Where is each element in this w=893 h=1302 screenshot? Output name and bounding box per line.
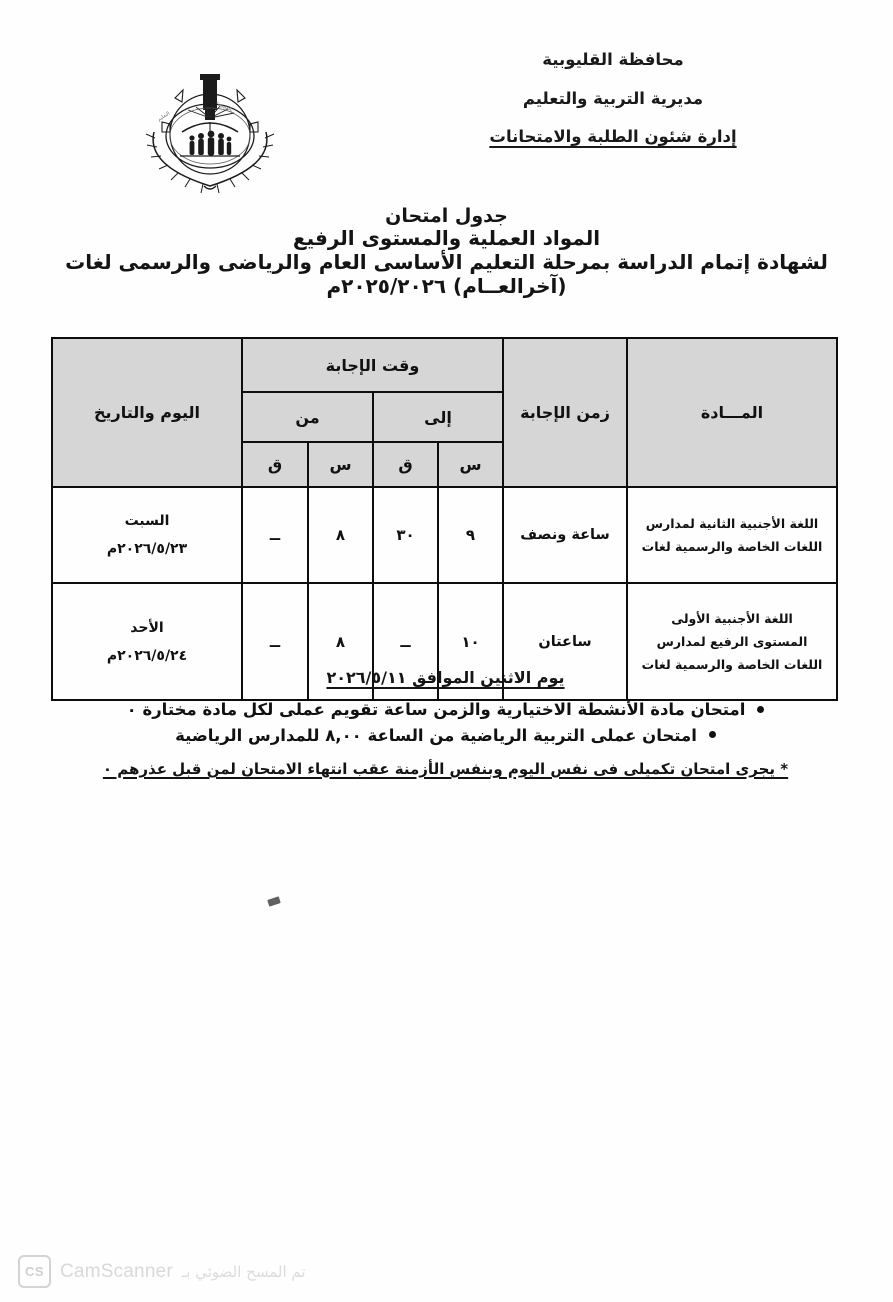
cell-duration: ساعة ونصف bbox=[503, 487, 627, 583]
svg-text:التعليم: التعليم bbox=[156, 110, 172, 123]
cell-to-hours: ٩ bbox=[438, 487, 503, 583]
subject-line: اللغات الخاصة والرسمية لغات bbox=[641, 539, 823, 554]
subject-line: اللغات الخاصة والرسمية لغات bbox=[641, 657, 823, 673]
bullet-dot-icon bbox=[709, 731, 716, 738]
cell-from-hours: ٨ bbox=[308, 583, 373, 700]
exam-schedule-table bbox=[51, 337, 838, 701]
exam-schedule-table-wrapper bbox=[53, 337, 838, 701]
header-to: إلى bbox=[373, 392, 503, 442]
title-line-2: المواد العملية والمستوى الرفيع bbox=[292, 226, 601, 251]
title-line-4: (آخرالعــام) ٢٠٢٥/٢٠٢٦م bbox=[326, 273, 567, 298]
day-label: السبت bbox=[124, 513, 170, 529]
camscanner-arabic-label: تم المسح الضوئي بـ bbox=[181, 1262, 306, 1281]
subject-line: اللغة الأجنبية الأولى bbox=[671, 610, 793, 626]
svg-text:بالقليوبية: بالقليوبية bbox=[214, 99, 234, 114]
camscanner-brand-label: CamScanner bbox=[60, 1260, 173, 1282]
notes-bullet-list bbox=[53, 697, 838, 748]
table-header bbox=[52, 338, 837, 487]
list-item bbox=[53, 723, 838, 749]
subject-line: اللغة الأجنبية الثانية لمدارس bbox=[645, 515, 819, 531]
camscanner-watermark bbox=[18, 1255, 306, 1288]
bullet-text: امتحان عملى التربية الرياضية من الساعة ٨,٠٠ للمدارس الرياضية bbox=[175, 725, 697, 745]
header-to-hours: س bbox=[438, 442, 503, 487]
list-item bbox=[53, 697, 838, 723]
cell-from-hours: ٨ bbox=[308, 487, 373, 583]
table-row bbox=[52, 487, 837, 583]
document-title bbox=[0, 205, 893, 298]
notes-section bbox=[53, 668, 838, 778]
header-day-and-date: اليوم والتاريخ bbox=[52, 338, 242, 487]
cell-subject bbox=[627, 487, 837, 583]
title-line-3: لشهادة إتمام الدراسة بمرحلة التعليم الأساسى العام والرياضى والرسمى لغات bbox=[65, 250, 828, 274]
header-answer-time: وقت الإجابة bbox=[242, 338, 503, 392]
footnote-text: * يجرى امتحان تكميلى فى نفس اليوم وبنفس الأزمنة عقب انتهاء الامتحان لمن قبل عذرهم ٠ bbox=[102, 760, 789, 779]
title-line-1: جدول امتحان bbox=[385, 205, 508, 227]
header-answer-duration: زمن الإجابة bbox=[503, 338, 627, 487]
camscanner-badge-icon: CS bbox=[18, 1255, 51, 1288]
header-text-block bbox=[388, 52, 838, 168]
bullet-text: امتحان مادة الأنشطة الاختيارية والزمن ساعة تقويم عملى لكل مادة مختارة ٠ bbox=[126, 700, 746, 719]
department-name: إدارة شئون الطلبة والامتحانات bbox=[489, 127, 737, 146]
directorate-name: مديرية التربية والتعليم bbox=[522, 88, 704, 108]
header-from-minutes: ق bbox=[242, 442, 308, 487]
cell-day-date bbox=[52, 487, 242, 583]
ministry-emblem-icon bbox=[124, 74, 299, 199]
cell-to-minutes: ٣٠ bbox=[373, 487, 438, 583]
day-label: الأحد bbox=[130, 619, 164, 636]
subject-line: المستوى الرفيع لمدارس bbox=[656, 633, 808, 649]
cell-from-minutes: ــ bbox=[242, 583, 308, 700]
note-date-line: يوم الاثنين الموافق ٢٠٢٦/٥/١١ bbox=[326, 668, 565, 687]
header-from: من bbox=[242, 392, 373, 442]
cell-from-minutes: ــ bbox=[242, 487, 308, 583]
cell-to-minutes: ــ bbox=[373, 583, 438, 700]
governorate-name: محافظة القليوبية bbox=[542, 50, 684, 69]
date-label: ٢٠٢٦/٥/٢٤م bbox=[106, 647, 188, 664]
header-from-hours: س bbox=[308, 442, 373, 487]
header-subject: المـــادة bbox=[627, 338, 837, 487]
header-to-minutes: ق bbox=[373, 442, 438, 487]
bullet-dot-icon bbox=[757, 706, 764, 713]
date-label: ٢٠٢٦/٥/٢٣م bbox=[106, 541, 188, 557]
document-header bbox=[0, 52, 893, 202]
scan-artifact-mark bbox=[267, 896, 281, 906]
cell-to-hours: ١٠ bbox=[438, 583, 503, 700]
cell-duration: ساعتان bbox=[503, 583, 627, 700]
